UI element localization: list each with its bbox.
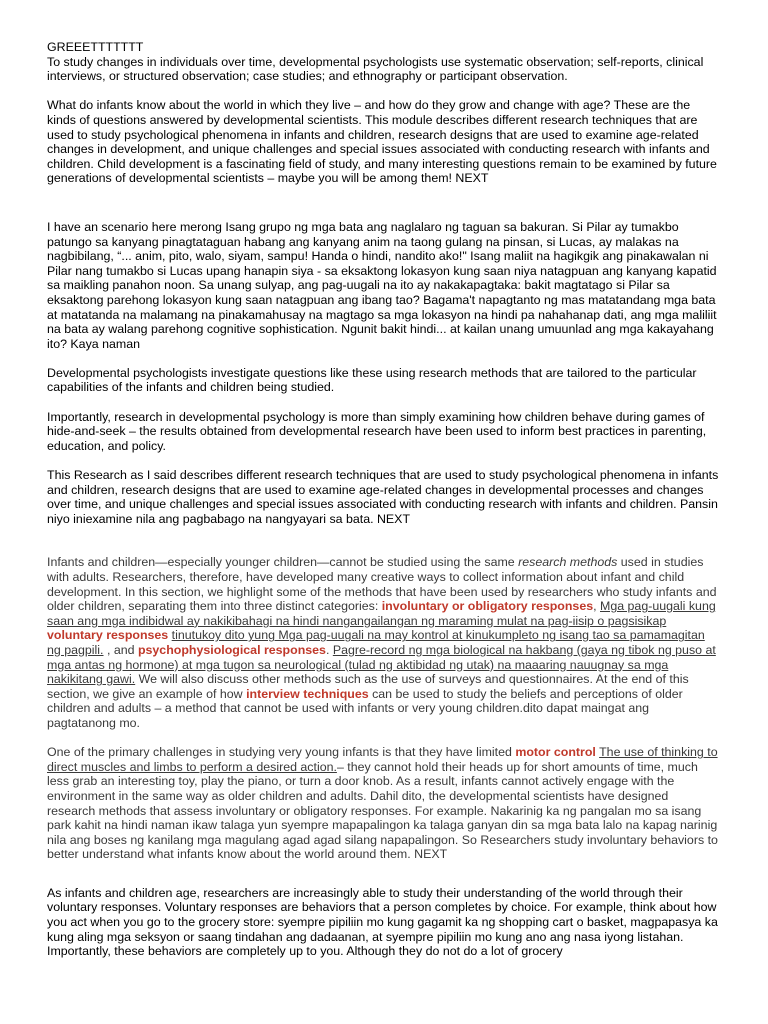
document-page [47, 40, 719, 959]
emphasis-research-methods: research methods [518, 555, 618, 570]
spacer [47, 862, 719, 886]
text-span: We will also discuss other methods such as the use of surveys and questionnaires. At the end of this section, we give an example of how [47, 672, 689, 701]
keyword-voluntary: voluntary responses [47, 628, 169, 643]
spacer [47, 731, 719, 746]
text-span: , and [103, 642, 138, 657]
spacer [47, 84, 719, 99]
paragraph-infants-questions: What do infants know about the world in which they live – and how do they grow and change with age? These are the kinds of questions answered by developmental scientists. This module describes different research techniques that are used to study psychological phenomena in infants and children, research designs that are used to examine age-related changes in development, and unique challenges and special issues associated with conducting research with infants and children. Child development is a fascinating field of study, and many interesting questions remain to be examined by future generations of developmental scientists – maybe you will be among them! NEXT [47, 98, 717, 186]
definition-involuntary: Mga pag-uugali kung saan ang mga indibidwal ay nakikibahagi na hindi nangangailangan ng maraming mulat na pag-iisip o pagsisikap [47, 599, 716, 628]
paragraph-methods-intro: To study changes in individuals over time, developmental psychologists use systematic observation; self-reports, clinical interviews, or structured observation; case studies; and ethnography or participant observation. [47, 54, 704, 84]
spacer [47, 351, 719, 366]
keyword-involuntary: involuntary or obligatory responses [381, 599, 594, 614]
paragraph-voluntary-responses: As infants and children age, researchers are increasingly able to study their understanding of the world through their voluntary responses. Voluntary responses are behaviors that a person completes by choice. For example, think about how you act when you go to the grocery store: syempre pipiliin mo kung gagamit ka ng shopping cart o basket, magpapasya ka kung aling mga seksyon or saang tindahan ang dadaanan, at syempre pipiliin mo kung ano ang nasa iyong listahan. Importantly, these behaviors are completely up to you. Although they do not do a lot of grocery [47, 885, 718, 959]
text-span: can be used to study the beliefs and perceptions of older children and adults – a method that cannot be used with infants or very young children.dito dapat maingat ang pagtatanong mo. [47, 686, 683, 730]
paragraph-methods-categories [47, 555, 719, 730]
keyword-interview-techniques: interview techniques [246, 686, 369, 701]
definition-motor-control: The use of thinking to direct muscles and limbs to perform a desired action. [47, 745, 718, 774]
spacer [47, 395, 719, 410]
text-span: One of the primary challenges in studying very young infants is that they have limited [47, 745, 516, 760]
keyword-psychophysiological: psychophysiological responses [137, 642, 326, 657]
text-span: Infants and children—especially younger children—cannot be studied using the same [47, 555, 519, 570]
text-span: , [593, 599, 600, 614]
paragraph-motor-control [47, 745, 719, 862]
doc-title: GREEETTTTTTT [47, 40, 144, 54]
paragraph-importantly: Importantly, research in developmental psychology is more than simply examining how children behave during games of hide-and-seek – the results obtained from developmental research have been used to inform best practices in parenting, education, and policy. [47, 409, 707, 453]
spacer [47, 453, 719, 468]
keyword-motor-control: motor control [515, 745, 596, 760]
spacer [47, 186, 719, 220]
text-span: – they cannot hold their heads up for short amounts of time, much less grab an interesting toy, play the piano, or turn a door knob. As a result, infants cannot actively engage with the environment in the same way as older children and adults. Dahil dito, the developmental scientists have designed research methods that assess involuntary or obligatory responses. For example. Nakarinig ka ng pangalan mo sa isang park kahit na hindi naman ikaw talaga yun syempre mapapalingon ka talaga ganyan din sa mga bata lalo na kapag narinig nila ang boses ng kanilang mga magulang agad agad silang napapalingon. So Researchers study involuntary behaviors to better understand what infants know about the world around them. NEXT [47, 759, 718, 862]
text-span: used in studies with adults. Researchers, therefore, have developed many creative ways to collect information about infant and child development. In this section, we highlight some of the methods that have been used by researchers who study infants and older children, separating them into three distinct categories: [47, 555, 717, 614]
text-span: . [325, 642, 333, 657]
definition-psychophysiological: Pagre-record ng mga biological na hakbang (gaya ng tibok ng puso at mga antas ng hormone) at mga tugon sa neurological (tulad ng aktibidad ng utak) na maaaring nauugnay sa mga nakikitang gawi. [47, 642, 716, 687]
definition-voluntary: tinutukoy dito yung Mga pag-uugali na may kontrol at kinukumpleto ng isang tao sa pamamagitan ng pagpili. [47, 628, 705, 657]
paragraph-research-techniques: This Research as I said describes different research techniques that are used to study psychological phenomena in infants and children, research designs that are used to examine age-related changes in developmental processes and changes over time, and unique challenges and special issues associated with conducting research with infants and children. Pansin niyo iniexamine nila ang pagbabago na nangyayari sa bata. NEXT [47, 468, 719, 526]
paragraph-investigate: Developmental psychologists investigate questions like these using research methods that are tailored to the particular capabilities of the infants and children being studied. [47, 365, 697, 395]
spacer [47, 526, 719, 555]
paragraph-scenario: I have an scenario here merong Isang grupo ng mga bata ang naglalaro ng taguan sa bakuran. Si Pilar ay tumakbo patungo sa kanyang pinagtataguan habang ang kanyang anim na taong gulang na pinsan, si Lucas, ay malakas na nagbibilang, “... anim, pito, walo, siyam, sampu! Handa o hindi, nandito ako!" Isang maliit na hagikgik ang pinakawalan ni Pilar nang tumakbo si Lucas upang hanapin siya - sa eksaktong lokasyon kung saan niya natagpuan ang kanyang kapatid sa maikling panahon noon. Sa unang sulyap, ang pag-uugali na ito ay nakakapagtaka: bakit magtatago si Pilar sa eksaktong parehong lokasyon kung saan natagpuan ang ibang tao? Bagama't napagtanto ng mas matatandang mga bata at matatanda na malamang na pinakamahusay na magtago sa mga lokasyon na hindi pa nahahanap dati, ang mga maliliit na bata ay walang parehong cognitive sophistication. Ngunit bakit hindi... at kailan unang umuunlad ang mga kakayahang ito? Kaya naman [47, 219, 717, 351]
